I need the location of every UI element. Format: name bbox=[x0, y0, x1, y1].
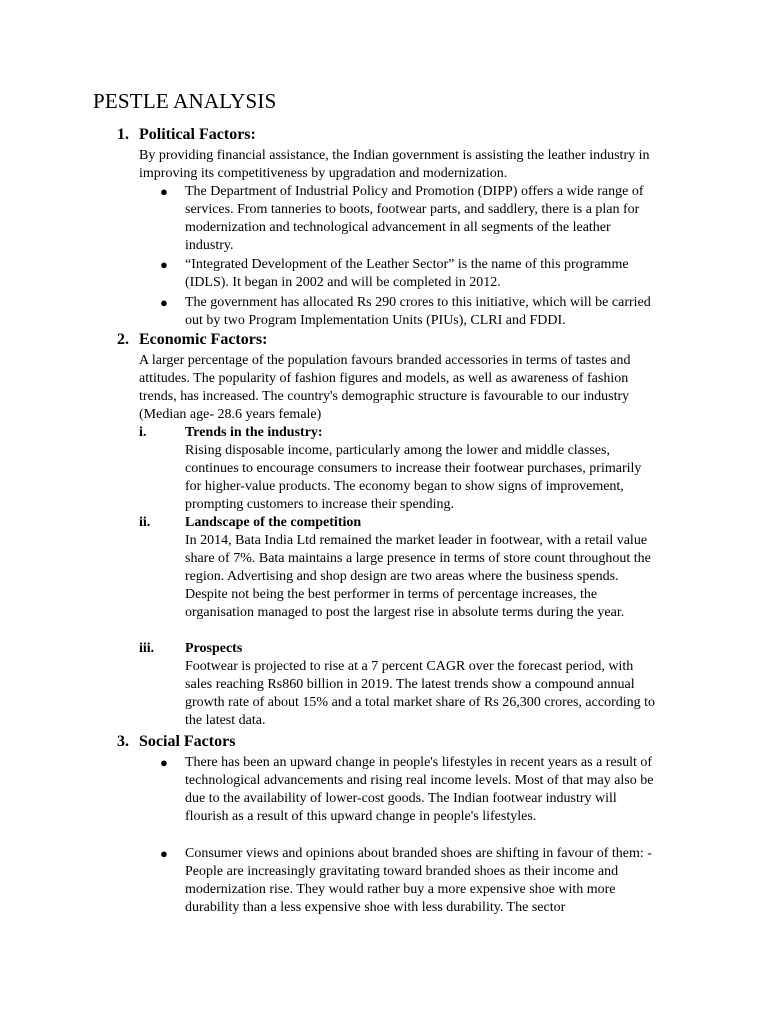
bullet-icon: ● bbox=[160, 755, 168, 770]
section-intro: A larger percentage of the population favours branded accessories in terms of tastes and attitudes. The popularity of fashion figures and models, as well as awareness of fashion trends, has increased. The country's demographic structure is favourable to our industry (Median age- 28.6 years female) bbox=[139, 353, 631, 422]
bullet-icon: ● bbox=[160, 257, 168, 272]
list-item: The government has allocated Rs 290 crores to this initiative, which will be carried out by two Program Implementation Units (PIUs), CLRI and FDDI. bbox=[185, 295, 651, 328]
subsection-text: In 2014, Bata India Ltd remained the market leader in footwear, with a retail value share of 7%. Bata maintains a large presence in terms of store count throughout the region. Advertising and shop design are two areas where the business spends. Despite not being the best performer in terms of percentage increases, the organisation managed to post the largest rise in absolute terms during the year. bbox=[185, 533, 651, 620]
bullet-icon: ● bbox=[160, 295, 168, 310]
subsection-numeral: i. bbox=[139, 425, 147, 440]
subsection-title: Trends in the industry: bbox=[185, 425, 323, 440]
subsection-numeral: iii. bbox=[139, 641, 155, 656]
subsection-title: Prospects bbox=[185, 641, 243, 656]
section-number: 2. bbox=[117, 331, 129, 348]
section-heading-political: Political Factors: bbox=[139, 126, 256, 143]
section-intro: By providing financial assistance, the Indian government is assisting the leather industry in improving its competitiveness by upgradation and modernization. bbox=[139, 148, 650, 181]
section-heading-economic: Economic Factors: bbox=[139, 331, 268, 348]
section-heading-social: Social Factors bbox=[139, 733, 236, 750]
page-title: PESTLE ANALYSIS bbox=[93, 89, 277, 113]
list-item: There has been an upward change in people's lifestyles in recent years as a result of technological advancements and rising real income levels. Most of that may also be due to the availability of lower-cost goods. The Indian footwear industry will flourish as a result of this upward change in people's lifestyles. bbox=[185, 755, 654, 824]
list-item: “Integrated Development of the Leather Sector” is the name of this programme (IDLS). It began in 2002 and will be completed in 2012. bbox=[185, 257, 629, 290]
subsection-numeral: ii. bbox=[139, 515, 151, 530]
section-number: 1. bbox=[117, 126, 129, 143]
list-item: The Department of Industrial Policy and Promotion (DIPP) offers a wide range of services. From tanneries to boots, footwear parts, and saddlery, there is a plan for modernization and technological advancement in all segments of the leather industry. bbox=[185, 184, 644, 253]
bullet-icon: ● bbox=[160, 184, 168, 199]
subsection-text: Footwear is projected to rise at a 7 percent CAGR over the forecast period, with sales reaching Rs860 billion in 2019. The latest trends show a compound annual growth rate of about 15% and a total market share of Rs 26,300 crores, according to the latest data. bbox=[185, 659, 656, 728]
bullet-icon: ● bbox=[160, 846, 168, 861]
subsection-text: Rising disposable income, particularly among the lower and middle classes, continues to encourage consumers to increase their footwear purchases, primarily for higher-value products. The economy began to show signs of improvement, prompting customers to increase their spending. bbox=[185, 443, 642, 512]
subsection-title: Landscape of the competition bbox=[185, 515, 362, 530]
list-item: Consumer views and opinions about branded shoes are shifting in favour of them: - People are increasingly gravitating toward branded shoes as their income and modernization rise. They would rather buy a more expensive shoe with more durability than a less expensive shoe with less durability. The sector bbox=[185, 846, 652, 915]
section-number: 3. bbox=[117, 733, 129, 750]
